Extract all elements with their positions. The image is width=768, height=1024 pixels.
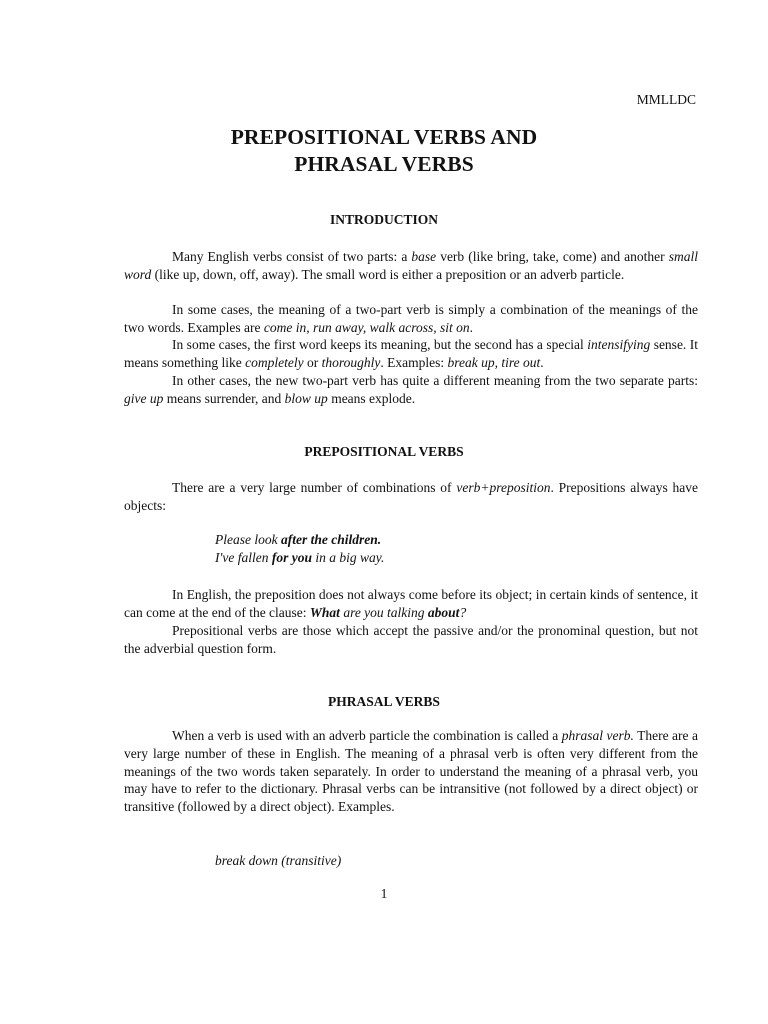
text-span: in a big way. bbox=[312, 550, 385, 565]
text-span: I've fallen bbox=[215, 550, 272, 565]
page-number: 1 bbox=[380, 886, 388, 901]
emphasis-span: break up, tire out bbox=[447, 354, 541, 370]
emphasis-span: small word bbox=[124, 249, 698, 282]
emphasis-span: intensifying bbox=[587, 337, 651, 352]
emphasis-span: thoroughly bbox=[321, 354, 381, 370]
prepositional-paragraph-2 bbox=[124, 586, 698, 622]
prepositional-paragraph-1 bbox=[124, 479, 698, 515]
prepositional-example-1 bbox=[215, 530, 381, 550]
intro-paragraph-3 bbox=[124, 336, 698, 372]
text-span: When a verb is used with an adverb particle the combination is called a bbox=[172, 728, 562, 743]
document-title bbox=[0, 124, 768, 178]
emphasis-span: blow up bbox=[284, 390, 328, 406]
text-span: In English, the preposition does not always come before its object; in certain kinds of sentence, it can come at the end of the clause: bbox=[124, 587, 698, 620]
prepositional-paragraph-3: Prepositional verbs are those which accept the passive and/or the pronominal question, but not the adverbial question form. bbox=[124, 623, 698, 656]
emphasis-span: What bbox=[309, 604, 340, 620]
text-span: Many English verbs consist of two parts: a bbox=[172, 249, 412, 264]
emphasis-span: about bbox=[427, 604, 460, 620]
introduction-heading: INTRODUCTION bbox=[329, 212, 438, 227]
emphasis-span: completely bbox=[245, 354, 304, 370]
emphasis-span: after the children. bbox=[280, 532, 382, 547]
emphasis-span: come in, run away, walk across, sit on bbox=[263, 319, 470, 335]
text-span: There are a very large number of combinations of bbox=[172, 480, 457, 495]
text-span: In other cases, the new two-part verb has quite a different meaning from the two separate parts: bbox=[172, 373, 698, 388]
text-span: sense. It means something like bbox=[124, 337, 698, 370]
emphasis-span: for you bbox=[271, 550, 312, 565]
emphasis-span: ? bbox=[459, 604, 467, 620]
intro-paragraph-2 bbox=[124, 301, 698, 337]
text-span: verb (like bring, take, come) and another bbox=[436, 249, 669, 264]
text-span: . Examples: bbox=[380, 354, 448, 370]
emphasis-span: base bbox=[411, 249, 437, 264]
prepositional-example-2 bbox=[215, 548, 384, 568]
phrasal-paragraph-1 bbox=[124, 727, 698, 816]
emphasis-span: are you talking bbox=[339, 604, 428, 620]
text-span: means explode. bbox=[327, 390, 416, 406]
phrasal-verbs-heading: PHRASAL VERBS bbox=[328, 694, 440, 709]
text-span: In some cases, the meaning of a two-part verb is simply a combination of the meanings of the two words. Examples are bbox=[124, 302, 698, 335]
title-line-2: PHRASAL VERBS bbox=[294, 152, 474, 176]
text-span: (like up, down, off, away). The small word is either a preposition or an adverb particle. bbox=[151, 266, 625, 282]
text-span: . bbox=[469, 319, 473, 335]
document-code: MMLLDC bbox=[636, 92, 696, 107]
text-span: means surrender, and bbox=[163, 390, 285, 406]
text-span: In some cases, the first word keeps its meaning, but the second has a special bbox=[172, 337, 588, 352]
text-span: Please look bbox=[215, 532, 281, 547]
emphasis-span: verb+preposition bbox=[456, 480, 551, 495]
title-line-1: PREPOSITIONAL VERBS AND bbox=[230, 125, 538, 149]
prepositional-verbs-heading: PREPOSITIONAL VERBS bbox=[304, 444, 464, 459]
emphasis-span: give up bbox=[124, 390, 164, 406]
text-span: There are a very large number of these in English. The meaning of a phrasal verb is often very different from the meanings of the two words taken separately. In order to understand the meaning of a phrasal verb, you may have to refer to the dictionary. Phrasal verbs can be intransitive (not followed by a direct object) or transitive (followed by a direct object). Examples. bbox=[124, 728, 698, 815]
text-span: or bbox=[303, 354, 322, 370]
emphasis-span: phrasal verb. bbox=[561, 728, 634, 743]
text-span: . Prepositions always have objects: bbox=[124, 480, 698, 513]
intro-paragraph-4 bbox=[124, 372, 698, 408]
intro-paragraph-1 bbox=[124, 248, 698, 284]
phrasal-example-1: break down (transitive) bbox=[215, 853, 342, 868]
text-span: . bbox=[540, 354, 544, 370]
